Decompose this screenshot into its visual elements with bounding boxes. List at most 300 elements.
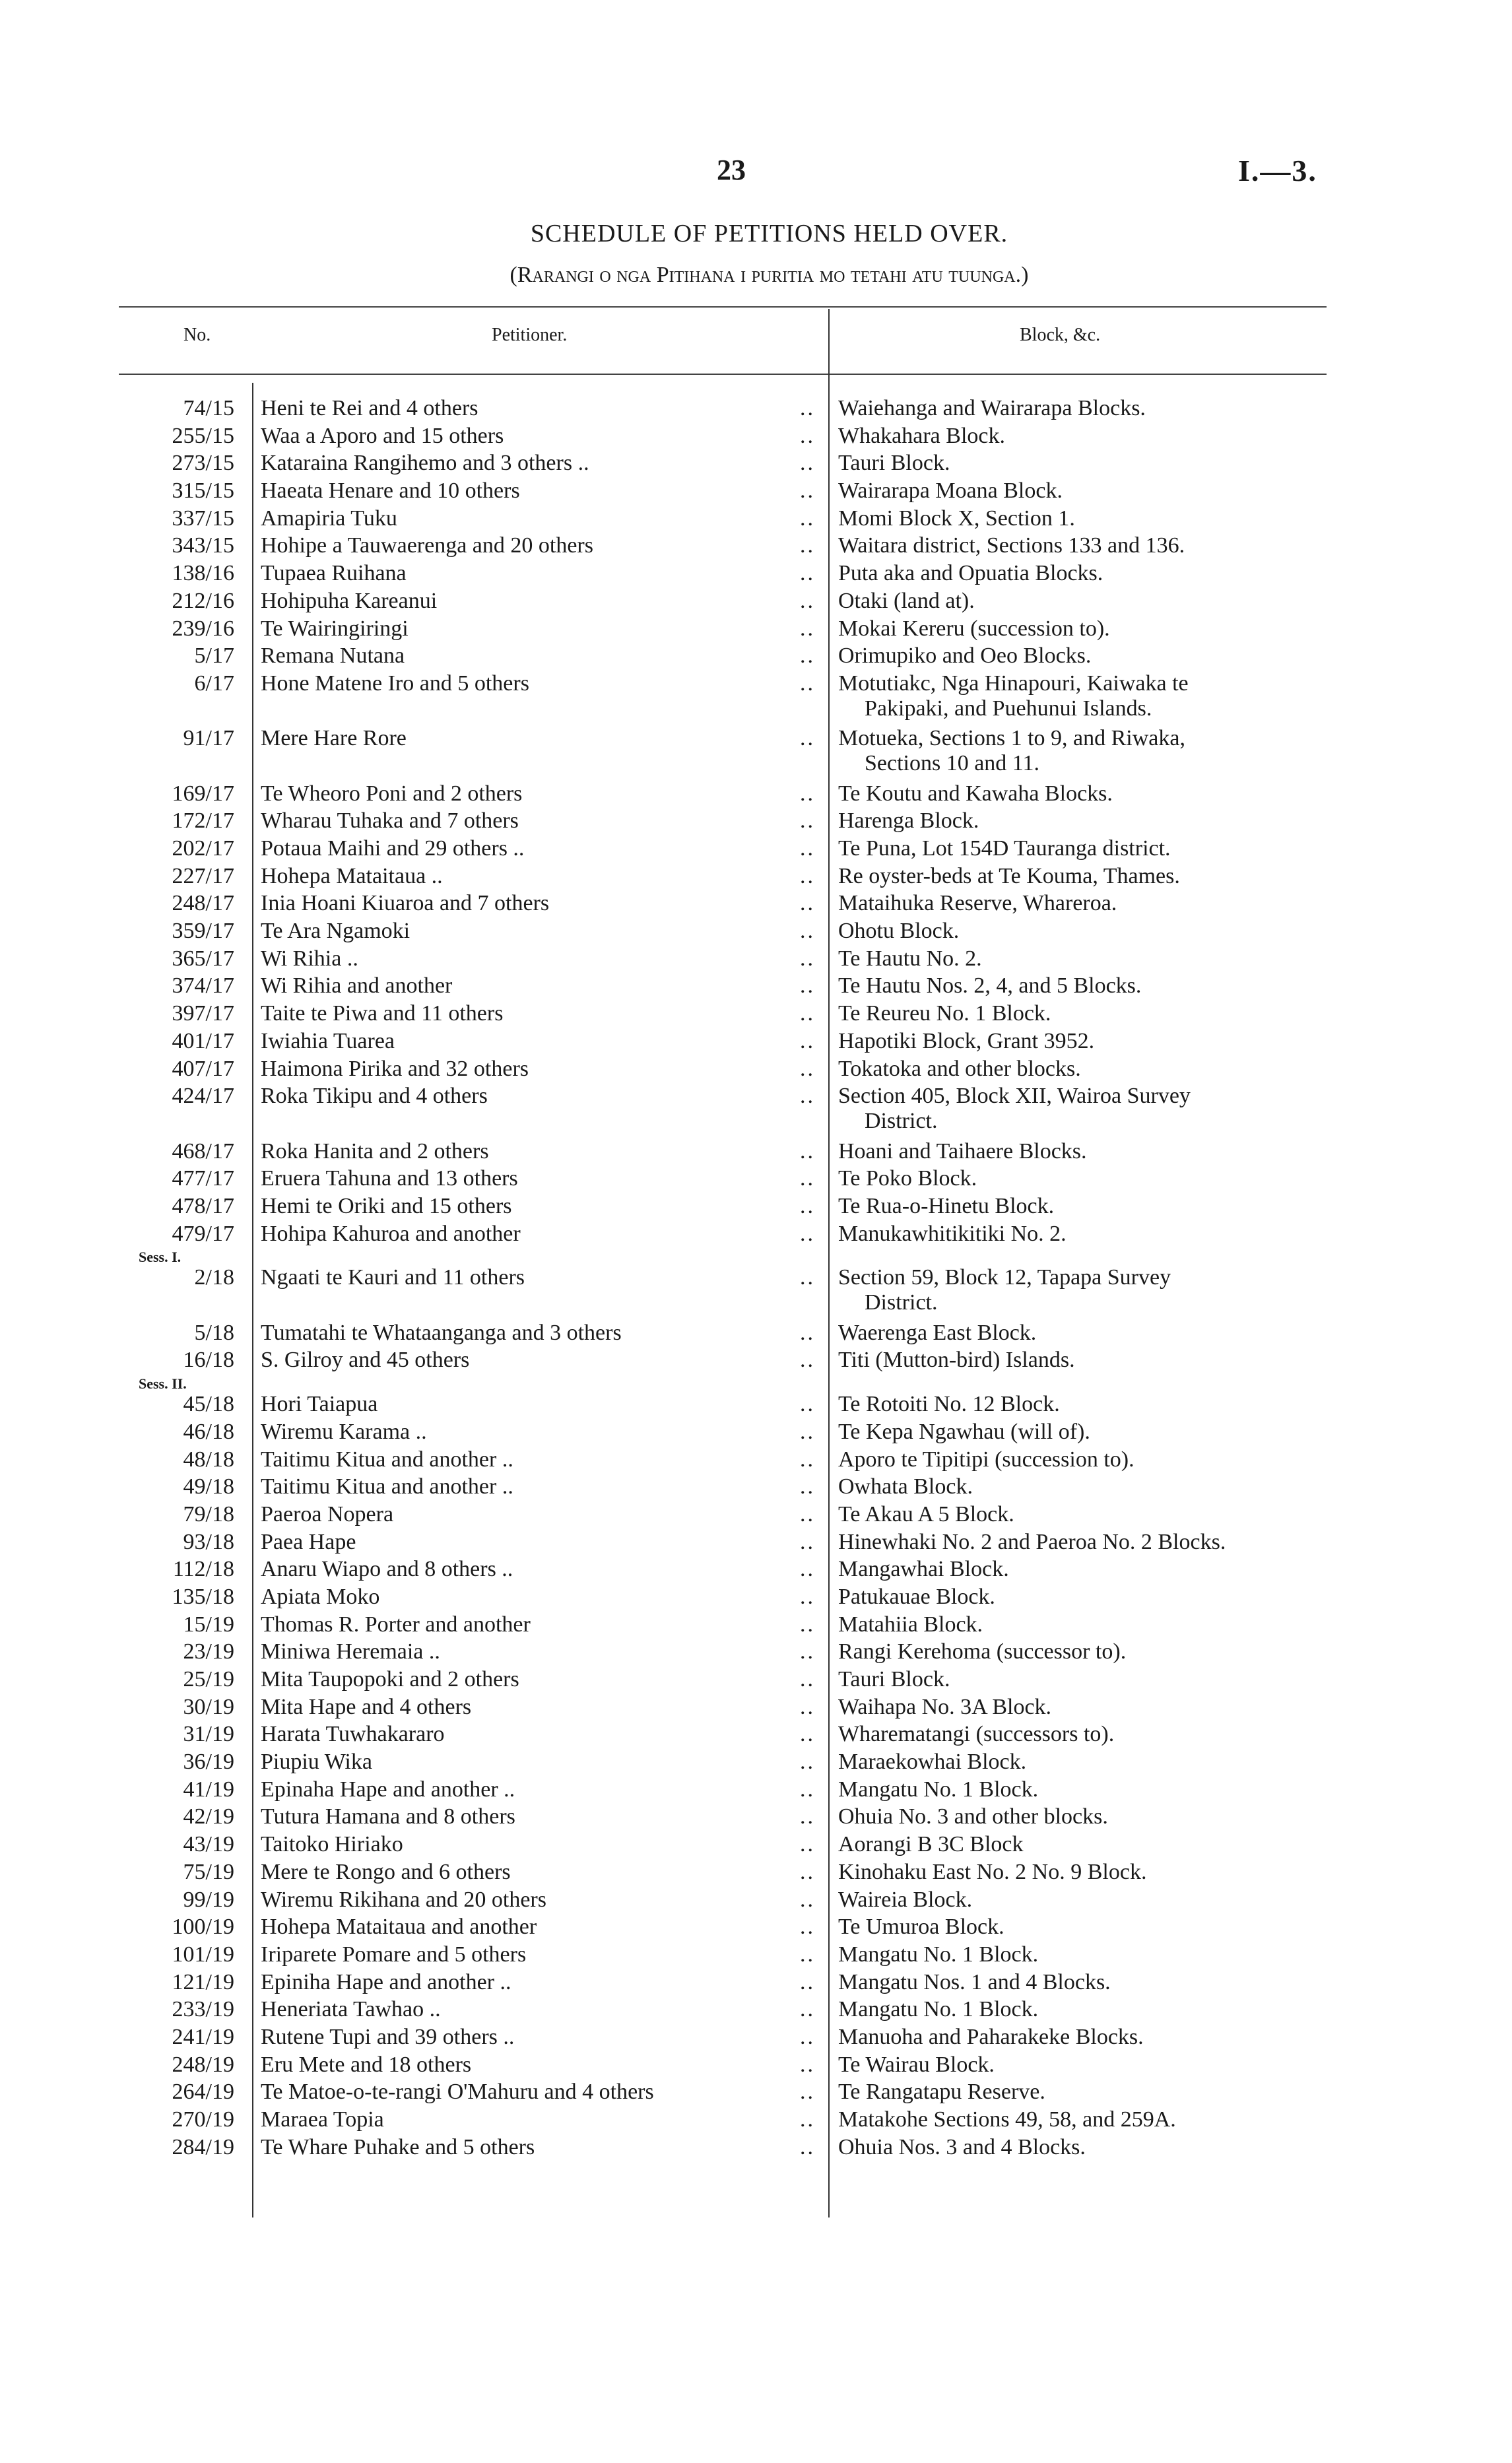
petition-number: 49/18	[183, 1474, 234, 1499]
dot-leader: ..	[800, 1348, 815, 1373]
petitioner-name: Taitimu Kitua and another ..	[261, 1447, 513, 1472]
block-description	[838, 1057, 1320, 1082]
dot-leader: ..	[800, 1084, 815, 1109]
block-description-line: Mokai Kereru (succession to).	[838, 616, 1110, 641]
block-description-line: Rangi Kerehoma (successor to).	[838, 1639, 1127, 1664]
schedule-title: SCHEDULE OF PETITIONS HELD OVER.	[530, 220, 1008, 247]
petitioner-name: Te Matoe-o-te-rangi O'Mahuru and 4 others	[261, 2080, 654, 2105]
table-row	[0, 616, 1512, 644]
petition-number: 212/16	[172, 588, 234, 613]
petition-number: 424/17	[172, 1084, 234, 1109]
petitioner-name: Ngaati te Kauri and 11 others	[261, 1265, 525, 1290]
block-description-line: Aorangi B 3C Block	[838, 1832, 1024, 1857]
block-description	[838, 726, 1320, 776]
block-description	[838, 781, 1320, 806]
dot-leader: ..	[800, 1777, 815, 1802]
block-description-line: Ohotu Block.	[838, 919, 960, 944]
petition-number: 270/19	[172, 2107, 234, 2132]
block-description-line: Matahiia Block.	[838, 1612, 983, 1637]
table-row	[0, 1915, 1512, 1942]
block-description	[838, 1029, 1320, 1054]
petitioner-name: Heni te Rei and 4 others	[261, 396, 478, 420]
session-label	[0, 1249, 1512, 1265]
petitioner-name: Paea Hape	[261, 1529, 356, 1554]
dot-leader: ..	[800, 2080, 815, 2105]
block-description-line: Tauri Block.	[838, 451, 950, 476]
column-header-petitioner: Petitioner.	[492, 325, 568, 345]
block-description	[838, 478, 1320, 504]
petitioner-name: Hone Matene Iro and 5 others	[261, 671, 529, 696]
petitioner-name: Te Wairingiringi	[261, 616, 409, 641]
block-description-line: Patukauae Block.	[838, 1584, 995, 1609]
table-row	[0, 1585, 1512, 1612]
petition-number: 374/17	[172, 973, 234, 999]
table-row	[0, 836, 1512, 864]
block-description-line: Harenga Block.	[838, 808, 979, 834]
block-description-line: Tauri Block.	[838, 1667, 950, 1692]
page-number: 23	[717, 154, 746, 186]
block-description-line: Waihapa No. 3A Block.	[838, 1694, 1052, 1719]
block-description-line: Mangawhai Block.	[838, 1557, 1009, 1582]
table-row	[0, 1001, 1512, 1029]
block-description	[838, 891, 1320, 916]
table-row	[0, 1750, 1512, 1777]
block-description	[838, 506, 1320, 531]
petitioner-name: Tupaea Ruihana	[261, 561, 407, 586]
petition-number: 5/18	[194, 1320, 234, 1345]
block-description	[838, 1392, 1320, 1417]
petition-number: 479/17	[172, 1221, 234, 1246]
petition-number: 401/17	[172, 1028, 234, 1053]
dot-leader: ..	[800, 561, 815, 586]
dot-leader: ..	[800, 1584, 815, 1609]
dot-leader: ..	[800, 1804, 815, 1829]
block-description	[838, 533, 1320, 558]
petition-number: 337/15	[172, 506, 234, 531]
table-row	[0, 2080, 1512, 2107]
petitioner-name: Potaua Maihi and 29 others ..	[261, 836, 525, 861]
block-description-line: Te Kepa Ngawhau (will of).	[838, 1419, 1090, 1444]
block-description-line: Te Umuroa Block.	[838, 1915, 1004, 1940]
petition-number: 138/16	[172, 561, 234, 586]
block-description-line: Otaki (land at).	[838, 588, 975, 613]
block-description	[838, 946, 1320, 971]
table-row	[0, 643, 1512, 671]
block-description-line: Te Rua-o-Hinetu Block.	[838, 1193, 1055, 1218]
dot-leader: ..	[800, 2052, 815, 2077]
petitioner-name: Mere Hare Rore	[261, 726, 407, 751]
petition-number: 239/16	[172, 616, 234, 641]
block-description-line: Hapotiki Block, Grant 3952.	[838, 1028, 1095, 1053]
petitioner-name: Roka Tikipu and 4 others	[261, 1084, 488, 1109]
block-description-line: Mangatu Nos. 1 and 4 Blocks.	[838, 1969, 1111, 1994]
dot-leader: ..	[800, 781, 815, 806]
block-description-line: Manuoha and Paharakeke Blocks.	[838, 2024, 1144, 2049]
block-description	[838, 1474, 1320, 1499]
dot-leader: ..	[800, 2107, 815, 2132]
dot-leader: ..	[800, 1832, 815, 1857]
dot-leader: ..	[800, 588, 815, 613]
block-description-line: Waireia Block.	[838, 1887, 973, 1912]
block-description-line: Wairarapa Moana Block.	[838, 478, 1063, 504]
table-row	[0, 589, 1512, 616]
dot-leader: ..	[800, 1501, 815, 1527]
petition-number: 248/19	[172, 2052, 234, 2077]
petition-number: 248/17	[172, 891, 234, 916]
table-row	[0, 1222, 1512, 1249]
block-description	[838, 1585, 1320, 1610]
petition-table	[0, 396, 1512, 2162]
petition-number: 91/17	[183, 726, 234, 751]
petitioner-name: Iriparete Pomare and 5 others	[261, 1942, 527, 1967]
petitioner-name: Hohipe a Tauwaerenga and 20 others	[261, 533, 593, 558]
session-label	[0, 1375, 1512, 1392]
block-description-line: Te Hautu Nos. 2, 4, and 5 Blocks.	[838, 973, 1142, 999]
petition-number: 75/19	[183, 1859, 234, 1884]
dot-leader: ..	[800, 1750, 815, 1775]
block-description-line: Te Rangatapu Reserve.	[838, 2080, 1045, 2105]
dot-leader: ..	[800, 726, 815, 751]
table-row	[0, 451, 1512, 478]
table-row	[0, 2025, 1512, 2052]
block-description	[838, 2135, 1320, 2160]
block-description	[838, 1997, 1320, 2022]
block-description-line: Whakahara Block.	[838, 423, 1005, 448]
dot-leader: ..	[800, 533, 815, 558]
block-description	[838, 1447, 1320, 1472]
dot-leader: ..	[800, 1915, 815, 1940]
petition-number: 359/17	[172, 919, 234, 944]
block-description-line: Wharematangi (successors to).	[838, 1722, 1115, 1747]
table-row	[0, 1777, 1512, 1805]
petitioner-name: S. Gilroy and 45 others	[261, 1348, 470, 1373]
petition-number: 45/18	[183, 1392, 234, 1417]
block-description-line: District.	[865, 1290, 938, 1315]
petitioner-name: Mita Hape and 4 others	[261, 1694, 472, 1719]
block-description-line: Te Hautu No. 2.	[838, 946, 982, 971]
petition-number: 30/19	[183, 1694, 234, 1719]
petitioner-name: Inia Hoani Kiuaroa and 7 others	[261, 891, 550, 916]
block-description	[838, 1860, 1320, 1885]
block-description	[838, 561, 1320, 586]
block-description-line: Mataihuka Reserve, Whareroa.	[838, 891, 1117, 916]
petitioner-name: Iwiahia Tuarea	[261, 1028, 395, 1053]
block-description	[838, 1639, 1320, 1664]
dot-leader: ..	[800, 863, 815, 888]
petitioner-name: Piupiu Wika	[261, 1750, 372, 1775]
dot-leader: ..	[800, 1166, 815, 1191]
block-description-line: Pakipaki, and Puehunui Islands.	[865, 696, 1152, 721]
block-description-line: Te Koutu and Kawaha Blocks.	[838, 781, 1113, 806]
petitioner-name: Maraea Topia	[261, 2107, 384, 2132]
petition-number: 397/17	[172, 1001, 234, 1026]
block-description	[838, 671, 1320, 721]
table-row	[0, 2107, 1512, 2135]
block-description	[838, 643, 1320, 669]
block-description-line: Te Reureu No. 1 Block.	[838, 1001, 1051, 1026]
table-row	[0, 1392, 1512, 1420]
dot-leader: ..	[800, 891, 815, 916]
petitioner-name: Roka Hanita and 2 others	[261, 1138, 489, 1164]
block-description-line: Motueka, Sections 1 to 9, and Riwaka,	[838, 726, 1185, 751]
table-row	[0, 1321, 1512, 1348]
dot-leader: ..	[800, 423, 815, 448]
petition-number: 121/19	[172, 1969, 234, 1994]
block-description-line: Hinewhaki No. 2 and Paeroa No. 2 Blocks.	[838, 1529, 1226, 1554]
petitioner-name: Kataraina Rangihemo and 3 others ..	[261, 451, 589, 476]
dot-leader: ..	[800, 946, 815, 971]
petitioner-name: Wiremu Rikihana and 20 others	[261, 1887, 546, 1912]
block-description-line: Titi (Mutton-bird) Islands.	[838, 1348, 1075, 1373]
table-row	[0, 424, 1512, 451]
table-row	[0, 1639, 1512, 1667]
table-row	[0, 1942, 1512, 1970]
table-row	[0, 919, 1512, 946]
table-row	[0, 1474, 1512, 1502]
petition-number: 16/18	[183, 1348, 234, 1373]
table-row	[0, 1166, 1512, 1194]
block-description-line: Waerenga East Block.	[838, 1320, 1037, 1345]
dot-leader: ..	[800, 1859, 815, 1884]
petitioner-name: Hori Taiapua	[261, 1392, 378, 1417]
block-description-line: Waiehanga and Wairarapa Blocks.	[838, 396, 1146, 420]
block-description-line: Mangatu No. 1 Block.	[838, 1942, 1039, 1967]
dot-leader: ..	[800, 1887, 815, 1912]
block-description-line: Manukawhitikitiki No. 2.	[838, 1221, 1067, 1246]
dot-leader: ..	[800, 643, 815, 669]
table-row	[0, 1970, 1512, 1998]
table-row	[0, 396, 1512, 424]
petitioner-name: Paeroa Nopera	[261, 1501, 394, 1527]
dot-leader: ..	[800, 808, 815, 834]
table-row	[0, 2135, 1512, 2163]
petition-number: 74/15	[183, 396, 234, 420]
block-description	[838, 1722, 1320, 1747]
block-description	[838, 616, 1320, 641]
petition-number: 169/17	[172, 781, 234, 806]
table-row	[0, 1265, 1512, 1320]
petition-number: 93/18	[183, 1529, 234, 1554]
petitioner-name: Hohepa Mataitaua and another	[261, 1915, 537, 1940]
dot-leader: ..	[800, 478, 815, 504]
dot-leader: ..	[800, 1001, 815, 1026]
block-description	[838, 2080, 1320, 2105]
block-description	[838, 1557, 1320, 1582]
dot-leader: ..	[800, 919, 815, 944]
petitioner-name: Anaru Wiapo and 8 others ..	[261, 1557, 513, 1582]
block-description	[838, 424, 1320, 449]
session-label-text: Sess. II.	[139, 1375, 187, 1393]
table-row	[0, 1860, 1512, 1888]
block-description-line: Te Poko Block.	[838, 1166, 977, 1191]
table-row	[0, 671, 1512, 726]
petition-number: 46/18	[183, 1419, 234, 1444]
block-description-line: Te Puna, Lot 154D Tauranga district.	[838, 836, 1171, 861]
block-description	[838, 1001, 1320, 1026]
petition-number: 41/19	[183, 1777, 234, 1802]
block-description	[838, 1502, 1320, 1527]
block-description	[838, 2107, 1320, 2132]
block-description	[838, 1667, 1320, 1692]
block-description	[838, 919, 1320, 944]
table-row	[0, 1139, 1512, 1167]
dot-leader: ..	[800, 451, 815, 476]
petitioner-name: Apiata Moko	[261, 1584, 380, 1609]
block-description	[838, 808, 1320, 834]
petitioner-name: Hohepa Mataitaua ..	[261, 863, 443, 888]
block-description	[838, 396, 1320, 421]
petition-number: 112/18	[172, 1557, 234, 1582]
block-description	[838, 1321, 1320, 1346]
block-description	[838, 589, 1320, 614]
petition-number: 135/18	[172, 1584, 234, 1609]
table-row	[0, 781, 1512, 809]
table-row	[0, 506, 1512, 534]
petitioner-name: Amapiria Tuku	[261, 506, 397, 531]
table-row	[0, 1722, 1512, 1750]
dot-leader: ..	[800, 1320, 815, 1345]
dot-leader: ..	[800, 2134, 815, 2159]
dot-leader: ..	[800, 1997, 815, 2022]
block-description	[838, 1265, 1320, 1315]
block-description-line: Owhata Block.	[838, 1474, 973, 1499]
table-row	[0, 946, 1512, 974]
petitioner-name: Wi Rihia ..	[261, 946, 358, 971]
block-description-line: Mangatu No. 1 Block.	[838, 1997, 1039, 2022]
schedule-subtitle: (Rarangi o nga Pitihana i puritia mo tetahi atu tuunga.)	[509, 263, 1029, 287]
petition-number: 15/19	[183, 1612, 234, 1637]
block-description	[838, 1084, 1320, 1134]
block-description	[838, 864, 1320, 889]
block-description-line: Te Akau A 5 Block.	[838, 1501, 1014, 1527]
block-description-line: Sections 10 and 11.	[865, 751, 1040, 776]
petitioner-name: Epinaha Hape and another ..	[261, 1777, 515, 1802]
dot-leader: ..	[800, 1694, 815, 1719]
petitioner-name: Wi Rihia and another	[261, 973, 453, 999]
petition-number: 101/19	[172, 1942, 234, 1967]
petition-number: 31/19	[183, 1722, 234, 1747]
dot-leader: ..	[800, 1056, 815, 1081]
petition-number: 79/18	[183, 1501, 234, 1527]
dot-leader: ..	[800, 973, 815, 999]
block-description	[838, 1942, 1320, 1967]
block-description-line: Section 59, Block 12, Tapapa Survey	[838, 1265, 1171, 1290]
petitioner-name: Te Whare Puhake and 5 others	[261, 2134, 535, 2159]
block-description	[838, 973, 1320, 999]
petitioner-name: Haeata Henare and 10 others	[261, 478, 520, 504]
block-description	[838, 1804, 1320, 1829]
petitioner-name: Waa a Aporo and 15 others	[261, 423, 504, 448]
petition-number: 227/17	[172, 863, 234, 888]
block-description	[838, 1420, 1320, 1445]
petition-number: 36/19	[183, 1750, 234, 1775]
petition-number: 284/19	[172, 2134, 234, 2159]
table-row	[0, 1194, 1512, 1222]
petition-number: 2/18	[194, 1265, 234, 1290]
top-rule	[119, 306, 1327, 308]
dot-leader: ..	[800, 1639, 815, 1664]
dot-leader: ..	[800, 616, 815, 641]
petition-number: 43/19	[183, 1832, 234, 1857]
column-header-block: Block, &c.	[1020, 325, 1101, 345]
dot-leader: ..	[800, 836, 815, 861]
petition-number: 365/17	[172, 946, 234, 971]
table-row	[0, 1667, 1512, 1695]
petitioner-name: Taitoko Hiriako	[261, 1832, 403, 1857]
petitioner-name: Hemi te Oriki and 15 others	[261, 1193, 512, 1218]
dot-leader: ..	[800, 1529, 815, 1554]
session-label-text: Sess. I.	[139, 1249, 181, 1266]
petitioner-name: Te Ara Ngamoki	[261, 919, 411, 944]
dot-leader: ..	[800, 1028, 815, 1053]
block-description-line: Tokatoka and other blocks.	[838, 1056, 1081, 1081]
petitioner-name: Harata Tuwhakararo	[261, 1722, 445, 1747]
block-description-line: Matakohe Sections 49, 58, and 259A.	[838, 2107, 1176, 2132]
petition-number: 48/18	[183, 1447, 234, 1472]
petitioner-name: Taite te Piwa and 11 others	[261, 1001, 504, 1026]
petition-number: 6/17	[194, 671, 234, 696]
petition-number: 255/15	[172, 423, 234, 448]
petitioner-name: Hohipa Kahuroa and another	[261, 1221, 521, 1246]
dot-leader: ..	[800, 2024, 815, 2049]
petitioner-name: Rutene Tupi and 39 others ..	[261, 2024, 515, 2049]
petition-number: 477/17	[172, 1166, 234, 1191]
table-row	[0, 1420, 1512, 1447]
block-description-line: Puta aka and Opuatia Blocks.	[838, 561, 1103, 586]
petition-number: 5/17	[194, 643, 234, 669]
header-rule	[119, 374, 1327, 375]
petition-number: 315/15	[172, 478, 234, 504]
table-row	[0, 726, 1512, 781]
petitioner-name: Haimona Pirika and 32 others	[261, 1056, 529, 1081]
block-description	[838, 1166, 1320, 1191]
block-description	[838, 1777, 1320, 1802]
block-description-line: Momi Block X, Section 1.	[838, 506, 1075, 531]
block-description	[838, 1970, 1320, 1995]
block-description-line: Waitara district, Sections 133 and 136.	[838, 533, 1185, 558]
petitioner-name: Epiniha Hape and another ..	[261, 1969, 511, 1994]
block-description-line: Maraekowhai Block.	[838, 1750, 1027, 1775]
block-description-line: Te Wairau Block.	[838, 2052, 995, 2077]
petitioner-name: Thomas R. Porter and another	[261, 1612, 531, 1637]
petition-number: 343/15	[172, 533, 234, 558]
table-row	[0, 1447, 1512, 1475]
dot-leader: ..	[800, 1557, 815, 1582]
block-description-line: Hoani and Taihaere Blocks.	[838, 1138, 1087, 1164]
petitioner-name: Taitimu Kitua and another ..	[261, 1474, 513, 1499]
block-description-line: Ohuia Nos. 3 and 4 Blocks.	[838, 2134, 1086, 2159]
document-reference: I.—3.	[1238, 154, 1317, 187]
block-description	[838, 836, 1320, 861]
block-description-line: Mangatu No. 1 Block.	[838, 1777, 1039, 1802]
table-row	[0, 1084, 1512, 1138]
table-row	[0, 533, 1512, 561]
block-description-line: Section 405, Block XII, Wairoa Survey	[838, 1084, 1191, 1109]
table-row	[0, 1557, 1512, 1585]
dot-leader: ..	[800, 1447, 815, 1472]
petitioner-name: Mita Taupopoki and 2 others	[261, 1667, 519, 1692]
dot-leader: ..	[800, 1612, 815, 1637]
block-description	[838, 2025, 1320, 2050]
petition-number: 273/15	[172, 451, 234, 476]
dot-leader: ..	[800, 1193, 815, 1218]
petitioner-name: Mere te Rongo and 6 others	[261, 1859, 511, 1884]
petitioner-name: Wiremu Karama ..	[261, 1419, 427, 1444]
block-description	[838, 1888, 1320, 1913]
table-row	[0, 1804, 1512, 1832]
table-row	[0, 1348, 1512, 1375]
petitioner-name: Miniwa Heremaia ..	[261, 1639, 440, 1664]
